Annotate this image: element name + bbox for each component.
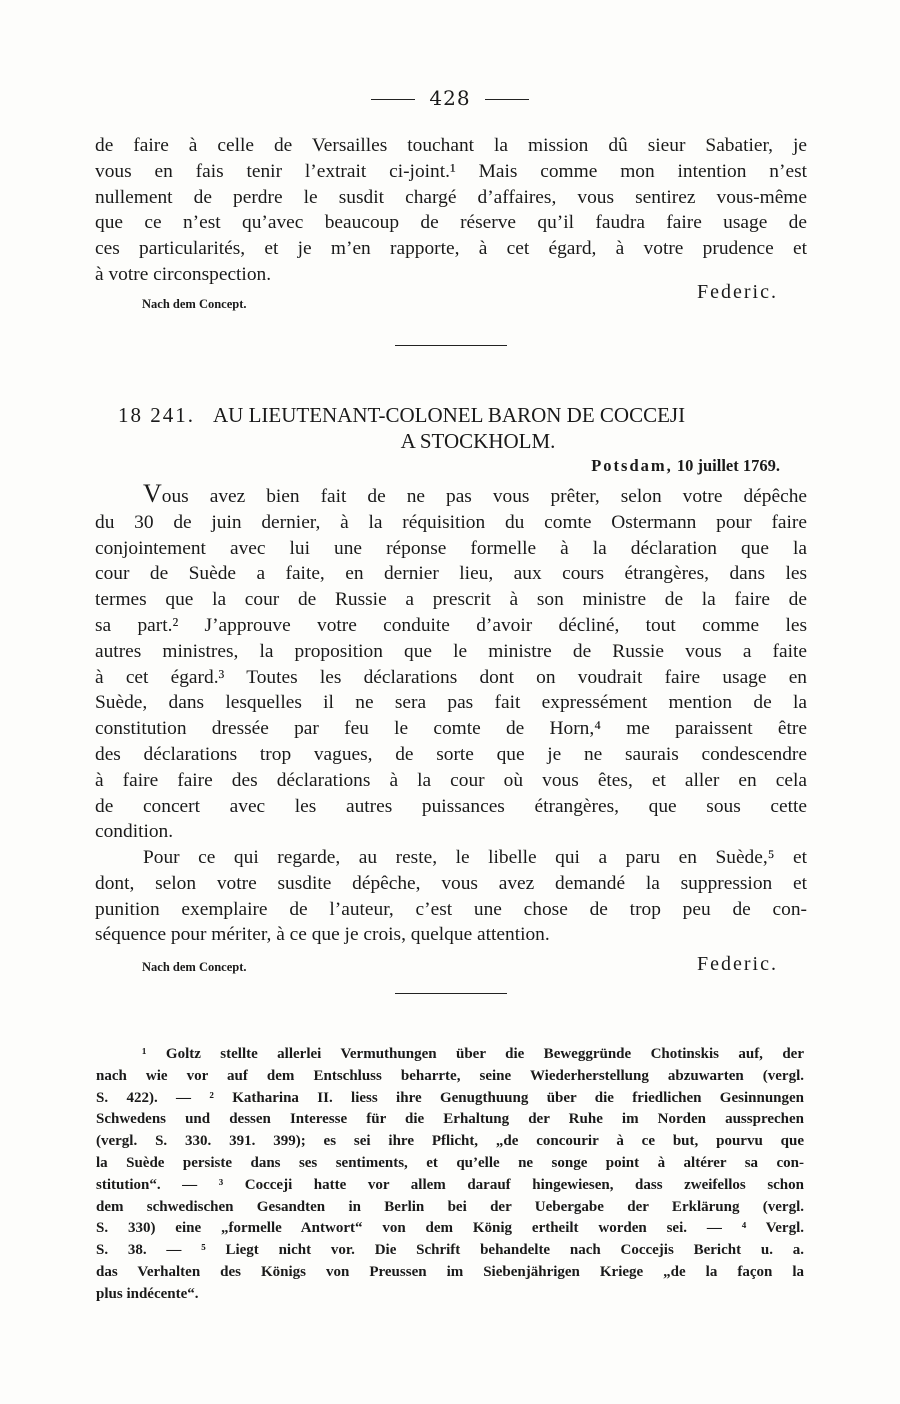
first-line-text: ous avez bien fait de ne pas vous prêter, selon votre dépêche xyxy=(161,486,807,507)
text-line: que ce n’est qu’avec beaucoup de réserve qu’il faudra faire usage de xyxy=(95,212,807,234)
letter-title-line1: AU LIEUTENANT-COLONEL BARON DE COCCEJI xyxy=(213,403,686,427)
page-number: 428 xyxy=(429,86,471,110)
page-header xyxy=(0,86,900,110)
letter-place: Potsdam, xyxy=(591,456,673,475)
text-line: autres ministres, la proposition que le ministre de Russie vous a faite xyxy=(95,640,807,662)
letter-concept-note: Nach dem Concept. xyxy=(142,960,247,974)
footnote-line: (vergl. S. 330. 391. 399); es sei ihre Pflicht, „de concourir à ce but, pourvu que xyxy=(96,1133,804,1150)
intro-paragraph xyxy=(95,133,807,288)
footnote-line: ¹ Goltz stellte allerlei Vermuthungen über die Beweggründe Chotinskis auf, der xyxy=(142,1046,804,1062)
text-line: sa part.² J’approuve votre conduite d’avoir décliné, tout comme les xyxy=(95,614,807,636)
text-line: séquence pour mériter, à ce que je crois, quelque attention. xyxy=(95,924,550,946)
text-line: vous en fais tenir l’extrait ci-joint.¹ Mais comme mon intention n’est xyxy=(95,160,807,182)
text-line: à cet égard.³ Toutes les déclarations dont on voudrait faire usage en xyxy=(95,666,807,688)
footnote-divider xyxy=(395,993,507,994)
text-line: punition exemplaire de l’auteur, c’est une chose de trop peu de con- xyxy=(95,898,807,920)
footnote-line: dem schwedischen Gesandten in Berlin bei der Uebergabe der Erklärung (vergl. xyxy=(96,1198,804,1215)
text-line: dont, selon votre susdite dépêche, vous avez demandé la suppression et xyxy=(95,872,807,894)
text-line: nullement de perdre le susdit chargé d’affaires, vous sentirez vous-même xyxy=(95,186,807,208)
text-line xyxy=(95,481,807,510)
letter-paragraph-2 xyxy=(95,845,807,948)
text-line: de concert avec les autres puissances étrangères, que sous cette xyxy=(95,795,807,817)
text-line: cour de Suède a faite, en dernier lieu, aux cours étrangères, dans les xyxy=(95,563,807,585)
initial-letter: V xyxy=(143,479,162,508)
text-line: à faire faire des déclarations à la cour où vous êtes, et aller en cela xyxy=(95,769,807,791)
header-dash-right xyxy=(485,99,529,100)
text-line: ces particularités, et je m’en rapporte, à cet égard, à votre prudence et xyxy=(95,238,807,260)
text-line: de faire à celle de Versailles touchant la mission dû sieur Sabatier, je xyxy=(95,135,807,156)
header-dash-left xyxy=(371,99,415,100)
text-line: constitution dressée par feu le comte de Horn,⁴ me paraissent être xyxy=(95,718,807,740)
text-line: Suède, dans lesquelles il ne sera pas fait expressément mention de la xyxy=(95,692,807,714)
footnotes xyxy=(96,1044,804,1306)
letter-title-line2: A STOCKHOLM. xyxy=(400,429,556,453)
intro-signature: Federic. xyxy=(697,281,778,303)
intro-concept-note: Nach dem Concept. xyxy=(142,297,247,311)
letter-number: 18 241. xyxy=(118,403,195,427)
footnote-line: stitution“. — ³ Cocceji hatte vor allem darauf hingewiesen, dass zweifellos schon xyxy=(96,1176,804,1193)
footnote-line: plus indécente“. xyxy=(96,1285,199,1302)
text-line: conjointement avec lui une réponse formelle à la déclaration que la xyxy=(95,537,807,559)
footnote-line: nach wie vor auf dem Entschluss beharrte, seine Wiederherstellung abzuwarten (vergl. xyxy=(96,1067,804,1084)
text-line: du 30 de juin dernier, à la réquisition du comte Ostermann pour faire xyxy=(95,511,807,533)
footnote-line: la Suède persiste dans ses sentiments, et qu’elle ne songe point à altérer sa con- xyxy=(96,1154,804,1171)
letter-dateline xyxy=(591,456,780,476)
footnote-line: Schwedens und dessen Interesse für die Erhaltung der Ruhe im Norden aussprechen xyxy=(96,1111,804,1128)
footnote-line: das Verhalten des Königs von Preussen im Siebenjährigen Kriege „de la façon la xyxy=(96,1263,804,1280)
letter-heading xyxy=(118,402,798,454)
section-divider xyxy=(395,345,507,346)
letter-signature: Federic. xyxy=(697,953,778,975)
footnote-line: S. 422). — ² Katharina II. liess ihre Genugthuung über die friedlichen Gesinnungen xyxy=(96,1089,804,1106)
text-line: condition. xyxy=(95,821,174,843)
text-line: Pour ce qui regarde, au reste, le libelle qui a paru en Suède,⁵ et xyxy=(143,847,807,868)
text-line: des déclarations trop vagues, de sorte que je ne saurais condescendre xyxy=(95,743,807,765)
letter-date: 10 juillet 1769. xyxy=(676,456,780,475)
text-line: à votre circonspection. xyxy=(95,263,272,285)
footnote-line: S. 38. — ⁵ Liegt nicht vor. Die Schrift behandelte nach Coccejis Bericht u. a. xyxy=(96,1242,804,1259)
letter-paragraph-1 xyxy=(95,481,807,845)
footnote-line: S. 330) eine „formelle Antwort“ von dem König ertheilt worden sei. — ⁴ Vergl. xyxy=(96,1220,804,1237)
text-line: termes que la cour de Russie a prescrit à son ministre de la faire de xyxy=(95,589,807,611)
